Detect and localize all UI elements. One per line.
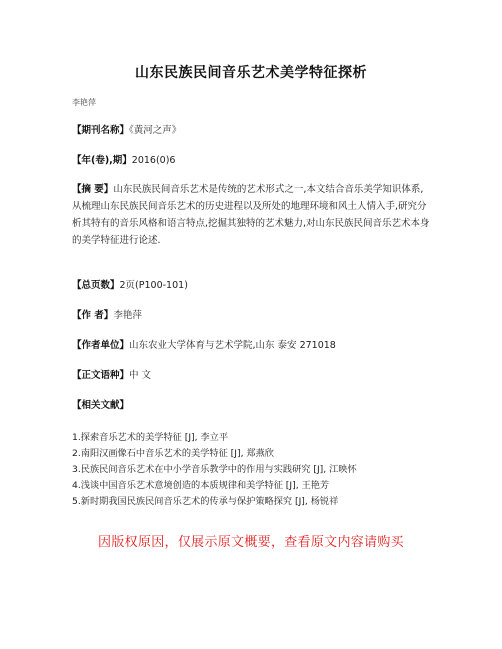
abstract-field [72, 181, 432, 249]
year-field [72, 152, 432, 169]
year-label: 【年(卷),期】 [72, 155, 132, 166]
language-field [72, 367, 432, 384]
reference-item[interactable]: 2.南阳汉画像石中音乐艺术的美学特征 [J], 郑燕欣 [72, 448, 274, 459]
authors-value: 李艳萍 [113, 310, 142, 321]
journal-value: 《黄河之声》 [129, 125, 182, 136]
authors-label: 【作 者】 [72, 310, 114, 321]
journal-field [72, 122, 432, 139]
language-label: 【正文语种】 [72, 370, 130, 381]
affiliation-field [72, 337, 432, 354]
related-label: 【相关文献】 [72, 400, 130, 411]
authors-field [72, 307, 432, 324]
abstract-text: 山东民族民间音乐艺术是传统的艺术形式之一,本文结合音乐美学知识体系,从梳理山东民族民间音乐艺术的历史进程以及所处的地理环境和风土人情入手,研究分析其特有的音乐风格和语言特点,挖掘其独特的艺术魅力,对山东民族民间音乐艺术本身的美学特征进行论述. [72, 184, 430, 246]
pages-label: 【总页数】 [72, 280, 120, 291]
reference-item[interactable]: 4.浅谈中国音乐艺术意境创造的本质规律和美学特征 [J], 王艳芳 [72, 480, 330, 491]
copyright-notice: 因版权原因，仅展示原文概要，查看原文内容请购买 [98, 535, 404, 550]
reference-list [72, 430, 442, 510]
year-value: 2016(0)6 [131, 155, 176, 166]
reference-item[interactable]: 1.探索音乐艺术的美学特征 [J], 李立平 [72, 432, 229, 443]
reference-item[interactable]: 5.新时期我国民族民间音乐艺术的传承与保护策略探究 [J], 杨锐祥 [72, 496, 339, 507]
reference-item[interactable]: 3.民族民间音乐艺术在中小学音乐教学中的作用与实践研究 [J], 江映怀 [72, 464, 357, 475]
related-literature-heading [72, 397, 432, 414]
abstract-label: 【摘 要】 [72, 184, 114, 195]
affiliation-value: 山东农业大学体育与艺术学院,山东 泰安 271018 [129, 340, 336, 351]
language-value: 中 文 [129, 370, 152, 381]
pages-value: 2页(P100-101) [119, 280, 188, 291]
journal-label: 【期刊名称】 [72, 125, 130, 136]
article-title: 山东民族民间音乐艺术美学特征探析 [135, 65, 367, 81]
author-line: 李艳萍 [72, 98, 96, 107]
affiliation-label: 【作者单位】 [72, 340, 130, 351]
pages-field [72, 277, 432, 294]
